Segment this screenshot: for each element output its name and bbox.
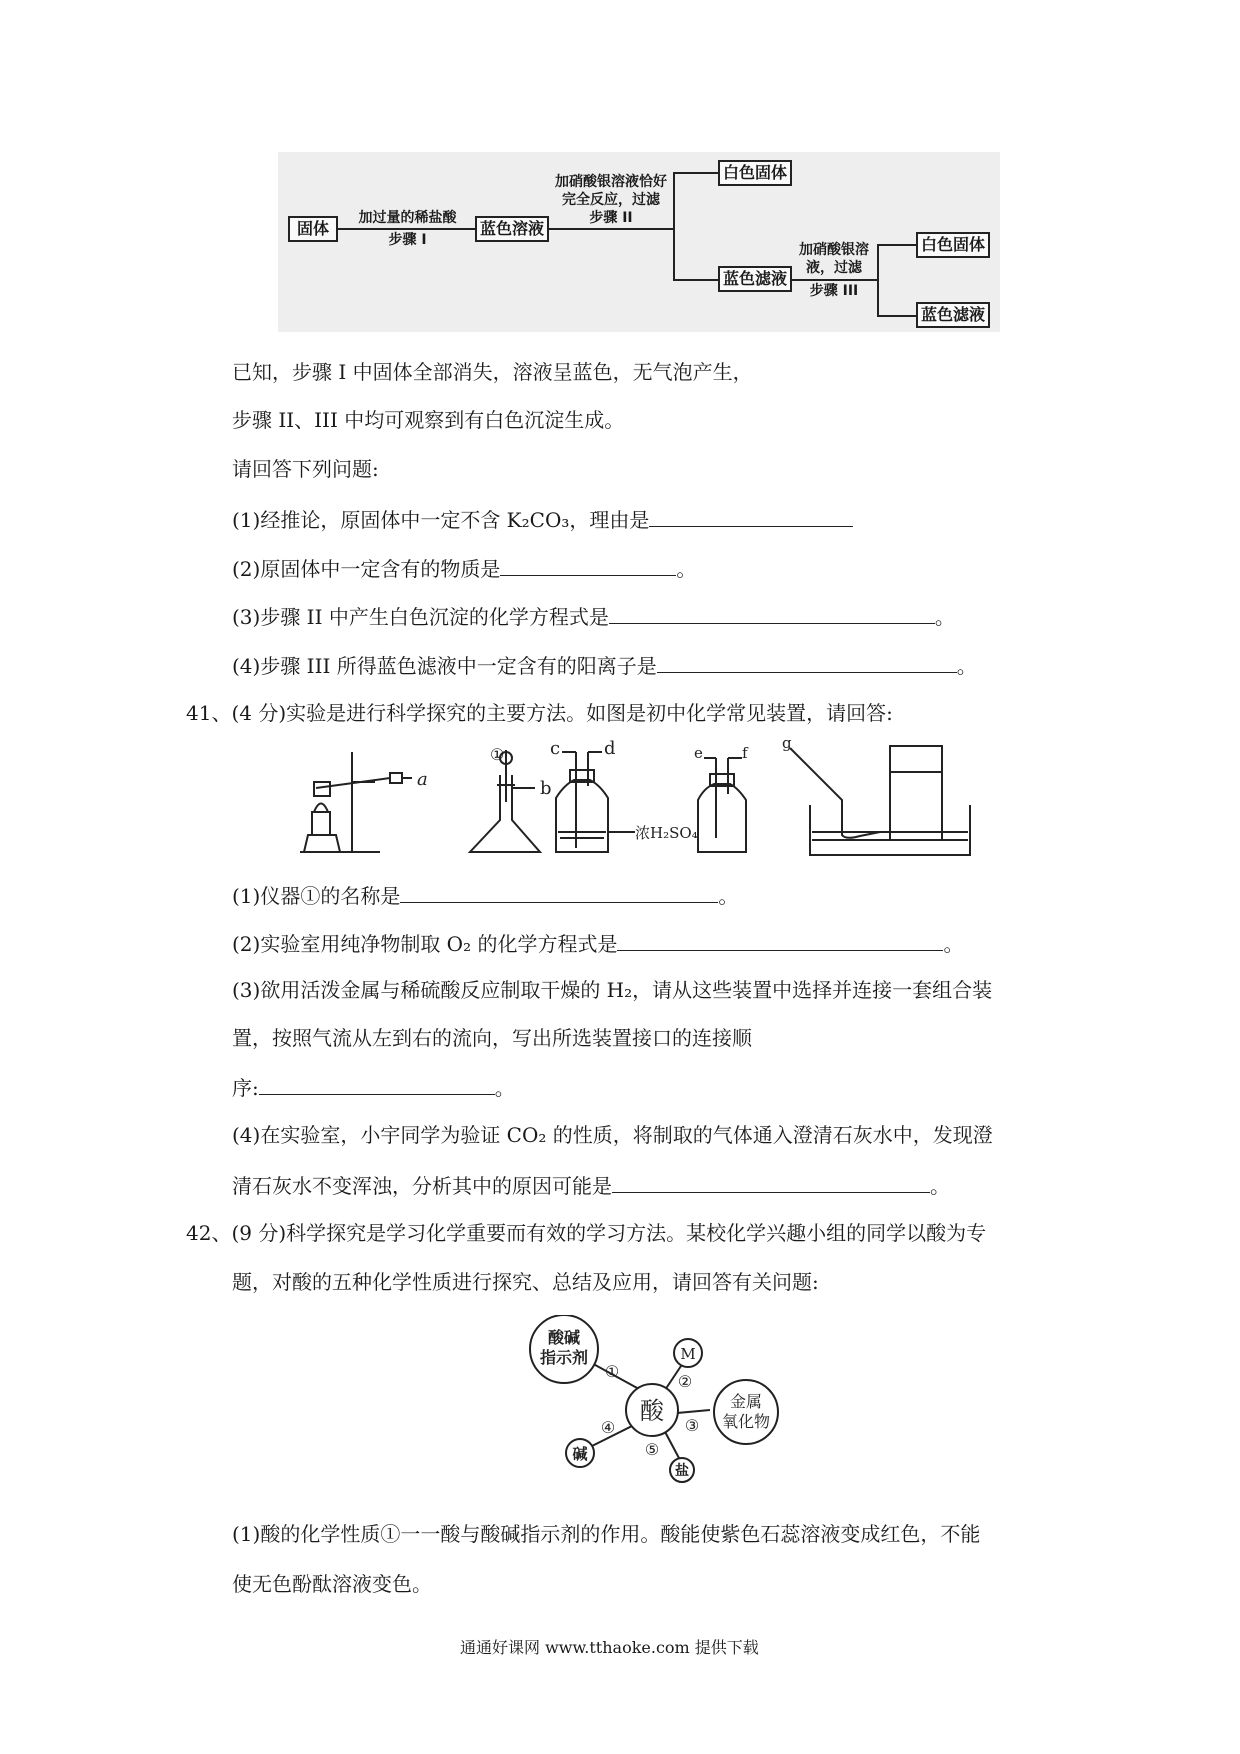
indicator-line1: 酸碱 [547, 1328, 581, 1347]
blue-solution-box: 蓝色溶液 [475, 216, 549, 242]
water-trough-apparatus-icon [790, 746, 970, 855]
q40-sub4-text: (4)步骤 III 所得蓝色滤液中一定含有的阳离子是 [232, 654, 657, 678]
num-4: ④ [600, 1418, 616, 1437]
step3-name: 步骤 III [809, 283, 859, 299]
label-f: f [742, 744, 748, 762]
q42-header-2: 题，对酸的五种化学性质进行探究、总结及应用，请回答有关问题: [232, 1270, 819, 1294]
q40-known-1: 已知，步骤 I 中固体全部消失，溶液呈蓝色，无气泡产生， [232, 360, 753, 384]
q40-sub3-text: (3)步骤 II 中产生白色沉淀的化学方程式是 [232, 605, 609, 629]
branch-step2-top [673, 172, 718, 174]
branch-step3 [877, 244, 879, 316]
q40-known-2: 步骤 II、III 中均可观察到有白色沉淀生成。 [232, 408, 625, 432]
answer-blank[interactable] [609, 601, 935, 624]
answer-blank[interactable] [657, 650, 957, 673]
solid-box: 固体 [288, 216, 338, 242]
node-m: M [680, 1345, 696, 1363]
flowchart [278, 152, 1000, 332]
q41-sub4-2-text: 清石灰水不变浑浊，分析其中的原因可能是 [232, 1174, 612, 1198]
arrow-step3 [792, 279, 877, 281]
step2-name: 步骤 II [589, 210, 633, 226]
num-2: ② [677, 1372, 693, 1391]
gas-washing-bottle-icon [556, 752, 635, 852]
q41-sub4-2 [232, 1170, 950, 1200]
label-a: a [417, 769, 428, 790]
label-acid: 浓H₂SO₄ [635, 824, 698, 842]
lab-apparatus-figure [290, 740, 1030, 860]
answer-blank[interactable] [259, 1072, 495, 1095]
q40-sub1-text: (1)经推论，原固体中一定不含 K₂CO₃，理由是 [232, 508, 650, 532]
label-b: b [540, 778, 552, 799]
label-d: d [604, 740, 616, 759]
oxide-line2: 氧化物 [721, 1412, 771, 1431]
white-solid-box-2: 白色固体 [916, 232, 990, 258]
q41-sub3-2: 置，按照气流从左到右的流向，写出所选装置接口的连接顺 [232, 1026, 752, 1050]
blue-filtrate-box-1: 蓝色滤液 [718, 266, 792, 292]
answer-blank[interactable] [617, 928, 943, 951]
q41-sub2-text: (2)实验室用纯净物制取 O₂ 的化学方程式是 [232, 932, 618, 956]
branch-step3-bottom [877, 315, 916, 317]
num-3: ③ [684, 1416, 700, 1435]
branch-step2 [673, 172, 675, 280]
period: 。 [934, 605, 955, 629]
step3-reagent-2: 液，过滤 [806, 260, 862, 276]
page-footer: 通通好课网 www.tthaoke.com 提供下载 [460, 1638, 759, 1657]
arrow-step2 [549, 228, 673, 230]
heating-apparatus-icon [300, 752, 412, 852]
num-1: ① [604, 1362, 620, 1381]
arrow-step1 [338, 228, 475, 230]
period: 。 [956, 654, 977, 678]
q41-sub3-1: (3)欲用活泼金属与稀硫酸反应制取干燥的 H₂，请从这些装置中选择并连接一套组合装 [232, 978, 993, 1002]
answer-blank[interactable] [400, 880, 718, 903]
branch-step2-bottom [673, 279, 718, 281]
label-g: g [782, 740, 792, 752]
step2-reagent-2: 完全反应，过滤 [562, 192, 660, 208]
acid-properties-diagram [520, 1315, 790, 1485]
oxide-line1: 金属 [729, 1392, 763, 1411]
node-acid: 酸 [640, 1397, 664, 1425]
q41-sub1-text: (1)仪器①的名称是 [232, 884, 401, 908]
step2-reagent-1: 加硝酸银溶液恰好 [555, 174, 667, 190]
node-salt: 盐 [675, 1463, 689, 1479]
label-e: e [694, 744, 703, 762]
q40-sub2 [232, 553, 696, 583]
flask-funnel-apparatus-icon [470, 750, 540, 852]
period: 。 [930, 1174, 950, 1198]
q42-sub1-2: 使无色酚酞溶液变色。 [232, 1572, 432, 1596]
q41-sub1 [232, 880, 738, 910]
step1-name: 步骤 I [388, 232, 427, 248]
label-circle1: ① [490, 745, 505, 764]
q42-sub1-1: (1)酸的化学性质①一一酸与酸碱指示剂的作用。酸能使紫色石蕊溶液变成红色，不能 [232, 1522, 981, 1546]
indicator-line2: 指示剂 [539, 1348, 589, 1367]
q40-sub2-text: (2)原固体中一定含有的物质是 [232, 557, 501, 581]
gas-collection-bottle-icon [698, 758, 746, 852]
answer-blank[interactable] [500, 553, 676, 576]
q42-header-1: 42、(9 分)科学探究是学习化学重要而有效的学习方法。某校化学兴趣小组的同学以酸为专 [186, 1221, 987, 1245]
node-base: 碱 [572, 1445, 588, 1463]
q40-sub4 [232, 650, 977, 680]
answer-blank[interactable] [612, 1170, 930, 1193]
step3-reagent-1: 加硝酸银溶 [799, 242, 869, 258]
num-5: ⑤ [644, 1440, 660, 1459]
q40-sub1 [232, 504, 853, 534]
q41-sub3-3-text: 序: [232, 1076, 259, 1100]
blue-filtrate-box-2: 蓝色滤液 [916, 302, 990, 328]
q41-sub2 [232, 928, 963, 958]
period: 。 [718, 884, 739, 908]
label-c: c [550, 740, 561, 759]
q40-prompt: 请回答下列问题: [232, 457, 379, 481]
step1-reagent: 加过量的稀盐酸 [358, 210, 457, 226]
white-solid-box-1: 白色固体 [718, 160, 792, 186]
q41-sub4-1: (4)在实验室，小宇同学为验证 CO₂ 的性质，将制取的气体通入澄清石灰水中，发现澄 [232, 1123, 993, 1147]
q40-sub3 [232, 601, 955, 631]
q41-sub3-3 [232, 1072, 515, 1102]
period: 。 [943, 932, 964, 956]
period: 。 [494, 1076, 515, 1100]
branch-step3-top [877, 244, 916, 246]
q41-header: 41、(4 分)实验是进行科学探究的主要方法。如图是初中化学常见装置，请回答: [186, 701, 893, 725]
answer-blank[interactable] [649, 504, 853, 527]
period: 。 [676, 557, 697, 581]
